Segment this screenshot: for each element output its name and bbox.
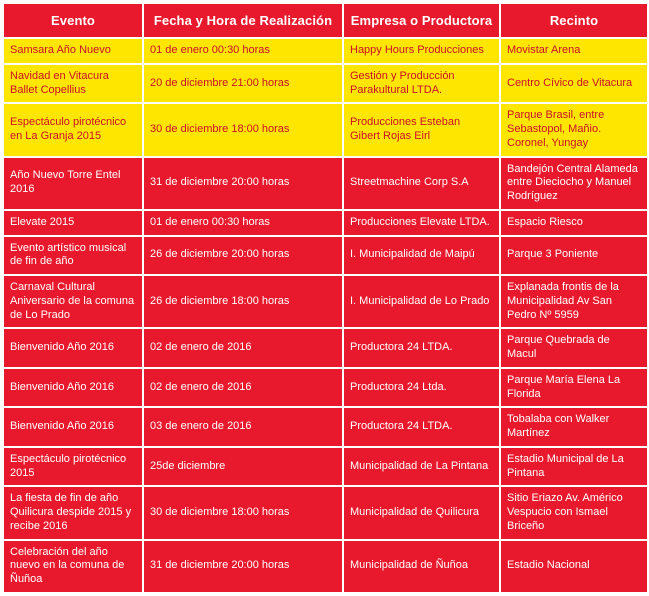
table-row [3, 210, 648, 236]
cell-empresa: Gestión y Producción Parakultural LTDA. [343, 64, 500, 104]
cell-recinto: Movistar Arena [500, 38, 648, 64]
cell-empresa: Productora 24 Ltda. [343, 368, 500, 408]
cell-evento: Bienvenido Año 2016 [3, 368, 143, 408]
cell-empresa: Producciones Esteban Gibert Rojas Eirl [343, 103, 500, 156]
table-row [3, 540, 648, 593]
cell-recinto: Parque Quebrada de Macul [500, 328, 648, 368]
cell-recinto: Bandejón Central Alameda entre Dieciocho y Manuel Rodríguez [500, 157, 648, 210]
table-row [3, 368, 648, 408]
cell-recinto: Sitio Eriazo Av. Américo Vespucio con Ismael Briceño [500, 486, 648, 539]
cell-fecha: 26 de diciembre 20:00 horas [143, 236, 343, 276]
cell-empresa: Productora 24 LTDA. [343, 407, 500, 447]
table-row [3, 407, 648, 447]
cell-fecha: 30 de diciembre 18:00 horas [143, 103, 343, 156]
cell-fecha: 30 de diciembre 18:00 horas [143, 486, 343, 539]
cell-empresa: Producciones Elevate LTDA. [343, 210, 500, 236]
table-row [3, 328, 648, 368]
cell-empresa: I. Municipalidad de Maipú [343, 236, 500, 276]
cell-recinto: Parque Brasil, entre Sebastopol, Mañio. Coronel, Yungay [500, 103, 648, 156]
table-row [3, 275, 648, 328]
column-header-recinto: Recinto [500, 3, 648, 38]
table-row [3, 447, 648, 487]
cell-recinto: Centro Cívico de Vitacura [500, 64, 648, 104]
cell-empresa: Municipalidad de Quilicura [343, 486, 500, 539]
cell-evento: Celebración del año nuevo en la comuna de Ñuñoa [3, 540, 143, 593]
cell-fecha: 20 de diciembre 21:00 horas [143, 64, 343, 104]
table-row [3, 486, 648, 539]
cell-evento: Navidad en Vitacura Ballet Copellius [3, 64, 143, 104]
cell-fecha: 02 de enero de 2016 [143, 328, 343, 368]
header-row [3, 3, 648, 38]
cell-evento: Carnaval Cultural Aniversario de la comuna de Lo Prado [3, 275, 143, 328]
cell-fecha: 01 de enero 00:30 horas [143, 38, 343, 64]
cell-fecha: 02 de enero de 2016 [143, 368, 343, 408]
cell-evento: Elevate 2015 [3, 210, 143, 236]
cell-recinto: Parque María Elena La Florida [500, 368, 648, 408]
table-row [3, 157, 648, 210]
cell-evento: Año Nuevo Torre Entel 2016 [3, 157, 143, 210]
table-body [3, 38, 648, 593]
cell-empresa: Happy Hours Producciones [343, 38, 500, 64]
cell-empresa: Municipalidad de La Pintana [343, 447, 500, 487]
cell-empresa: Municipalidad de Ñuñoa [343, 540, 500, 593]
table-row [3, 103, 648, 156]
cell-recinto: Explanada frontis de la Municipalidad Av San Pedro Nº 5959 [500, 275, 648, 328]
cell-recinto: Estadio Municipal de La Pintana [500, 447, 648, 487]
cell-fecha: 03 de enero de 2016 [143, 407, 343, 447]
table-row [3, 38, 648, 64]
events-table [2, 2, 649, 594]
cell-fecha: 26 de diciembre 18:00 horas [143, 275, 343, 328]
cell-empresa: Streetmachine Corp S.A [343, 157, 500, 210]
cell-fecha: 01 de enero 00:30 horas [143, 210, 343, 236]
cell-evento: Espectáculo pirotécnico en La Granja 2015 [3, 103, 143, 156]
cell-empresa: I. Municipalidad de Lo Prado [343, 275, 500, 328]
cell-evento: Espectáculo pirotécnico 2015 [3, 447, 143, 487]
cell-recinto: Espacio Riesco [500, 210, 648, 236]
table-header [3, 3, 648, 38]
table-row [3, 64, 648, 104]
column-header-evento: Evento [3, 3, 143, 38]
cell-fecha: 31 de diciembre 20:00 horas [143, 540, 343, 593]
cell-evento: Samsara Año Nuevo [3, 38, 143, 64]
cell-evento: La fiesta de fin de año Quilicura despide 2015 y recibe 2016 [3, 486, 143, 539]
cell-recinto: Tobalaba con Walker Martínez [500, 407, 648, 447]
cell-fecha: 25de diciembre [143, 447, 343, 487]
column-header-empresa: Empresa o Productora [343, 3, 500, 38]
table-row [3, 236, 648, 276]
cell-evento: Evento artístico musical de fin de año [3, 236, 143, 276]
cell-empresa: Productora 24 LTDA. [343, 328, 500, 368]
cell-evento: Bienvenido Año 2016 [3, 407, 143, 447]
column-header-fecha: Fecha y Hora de Realización [143, 3, 343, 38]
cell-recinto: Estadio Nacional [500, 540, 648, 593]
cell-fecha: 31 de diciembre 20:00 horas [143, 157, 343, 210]
cell-evento: Bienvenido Año 2016 [3, 328, 143, 368]
cell-recinto: Parque 3 Poniente [500, 236, 648, 276]
